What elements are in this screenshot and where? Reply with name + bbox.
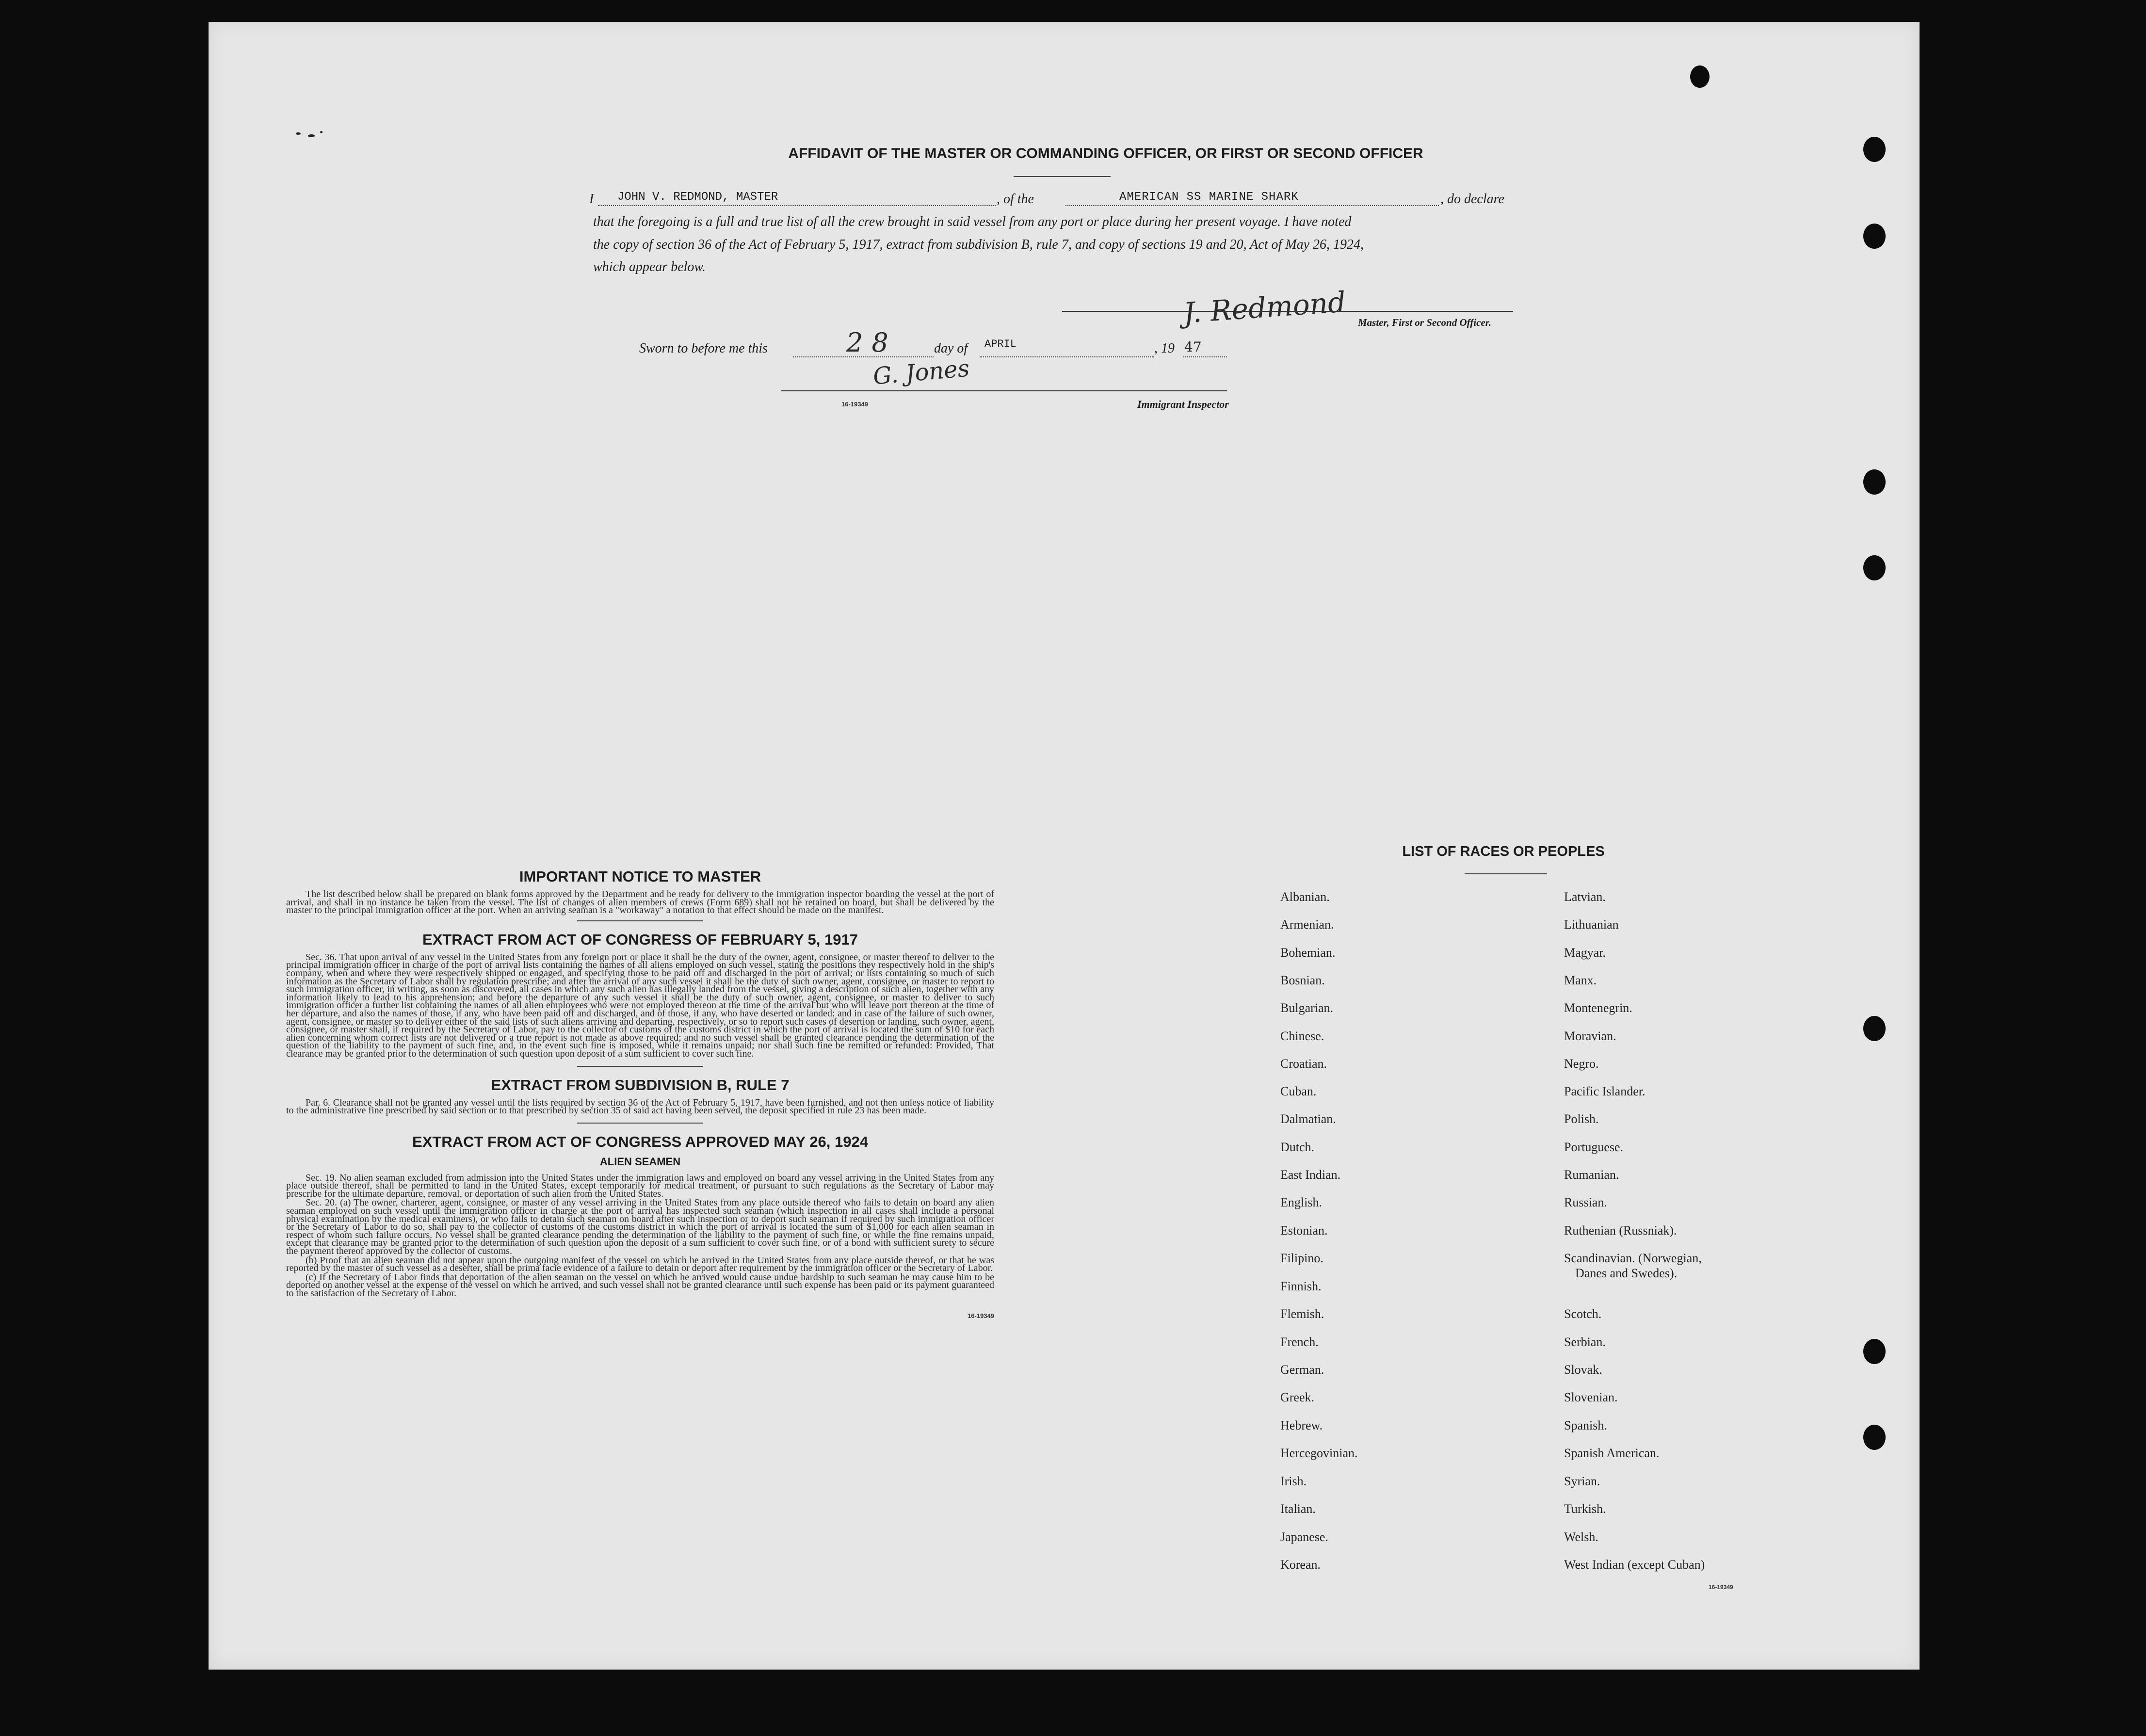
race-item: Manx. [1564,973,1597,987]
inspector-caption: Immigrant Inspector [1137,398,1229,410]
notices-column [286,868,994,1319]
master-name-line [598,205,996,206]
race-item: Russian. [1564,1195,1607,1209]
vessel-name-line [1065,205,1439,206]
race-item: Croatian. [1280,1057,1327,1071]
punch-hole [1863,1425,1886,1450]
master-signature: J. Redmond [1182,285,1347,330]
race-item: Slovenian. [1564,1390,1618,1404]
race-item: Flemish. [1280,1307,1324,1321]
punch-hole [1863,1339,1886,1364]
extract-1924-subtitle: ALIEN SEAMEN [599,1155,681,1168]
of-the-label: , of the [997,192,1034,207]
extract-1924-sec20b: (b) Proof that an alien seaman did not appear upon the outgoing manifest of the vessel on which he arrived in the United States from any place outside thereof, or that he was reported by the master of such vessel as a deserter, shall be prima facie evidence of a failure to detain or deport after requirement by the immigration officer or the Secretary of Labor. [286,1254,994,1274]
section-rule [577,1066,703,1067]
race-item: Slovak. [1564,1363,1602,1377]
race-item: Bohemian. [1280,946,1336,960]
race-item: Serbian. [1564,1335,1606,1349]
races-title: LIST OF RACES OR PEOPLES [1402,844,1605,859]
race-item: French. [1280,1335,1319,1349]
extract-1917-title: EXTRACT FROM ACT OF CONGRESS OF FEBRUARY 5, 1917 [422,931,858,948]
extract-1924-sec20a: Sec. 20. (a) The owner, charterer, agent, consignee, or master of any vessel arriving in the United States from any place outside thereof who fails to detain on board any alien seaman employed on such vessel until the immigration officer in charge at the port of arrival has inspected such seaman (which inspection in all cases shall include a personal physical examination by the medical examiners), or who fails to detain such seaman on board after such inspection or to deport such seaman if required by such immigration officer or the Secretary of Labor to do so, shall pay to the collector of customs of the customs district in which the port of arrival is located the sum of $1,000 for each alien seaman in respect of whom such failure occurs. No vessel shall be granted clearance pending the determination of the liability to the payment of such fine, or while the fine remains unpaid, except that clearance may be granted prior to the determination of such question upon the deposit of a sum sufficient to cover such fine, or of a bond with sufficient surety to secure the payment thereof approved by the collector of customs. [286,1197,994,1257]
race-item: Rumanian. [1564,1168,1619,1182]
year-prefix-label: , 19 [1154,341,1175,356]
race-item: Japanese. [1280,1530,1328,1544]
race-item: Lithuanian [1564,917,1619,932]
signature-line [1062,311,1513,312]
punch-hole [1863,137,1886,162]
race-item: Moravian. [1564,1029,1616,1043]
punch-hole [1863,469,1886,495]
race-item: Dalmatian. [1280,1112,1336,1126]
race-item: Spanish. [1564,1418,1607,1432]
race-item: Polish. [1564,1112,1599,1126]
ink-speck [320,131,323,133]
punch-hole [1863,224,1886,249]
race-item: Cuban. [1280,1084,1317,1098]
race-item: Hebrew. [1280,1418,1323,1432]
punch-hole [1690,65,1710,88]
race-item: West Indian (except Cuban) [1564,1558,1705,1572]
race-item: Finnish. [1280,1279,1322,1293]
races-title-rule [1465,873,1547,874]
race-item: Scotch. [1564,1307,1602,1321]
race-item: Welsh. [1564,1530,1598,1544]
section-rule [577,920,703,921]
inspector-signature: G. Jones [871,354,971,390]
extract-rule7-title: EXTRACT FROM SUBDIVISION B, RULE 7 [491,1076,790,1093]
races-form-number: 16-19349 [1709,1584,1733,1591]
ink-speck [308,134,315,137]
extract-1917-paragraph: Sec. 36. That upon arrival of any vessel in the United States from any foreign port or place it shall be the duty of the owner, agent, consignee, or master thereof to deliver to the principal immigration officer in charge of the port of arrival lists containing the names of all aliens employed on such vessel, stating the positions they respectively hold in the ship's company, when and where they were respectively shipped or engaged, and specifying those to be paid off and discharged in the port of arrival; or lists containing so much of such information as the Secretary of Labor shall by regulation prescribe; and after the arrival of any such vessel it shall be the duty of such owner, agent, consignee, or master to report to such immigration officer, in writing, as soon as discovered, all cases in which any such alien has illegally landed from the vessel, giving a description of such alien, together with any information likely to lead to his apprehension; and before the departure of any such vessel it shall be the duty of such owner, agent, consignee, or master to deliver to such immigration officer a further list containing the names of all alien employees who were not employed thereon at the time of the arrival but who will leave port thereon at the time of her departure, and also the names of those, if any, who have been paid off and discharged, and of those, if any, who have deserted or landed; and in case of the failure of such owner, agent, consignee, or master so to deliver either of the said lists of such aliens arriving and departing, respectively, or so to report such cases of desertion or landing, such owner, agent, consignee, or master shall, if required by the Secretary of Labor, pay to the collector of customs of the customs district in which the port of arrival is located the sum of $10 for each alien concerning whom correct lists are not delivered or a true report is not made as above required; and no such vessel shall be granted clearance pending the determination of the question of the liability to the payment of such fine, and, in the event such fine is imposed, while it remains unpaid; nor shall such fine be remitted or refunded: Provided, That clearance may be granted prior to the determination of such question upon deposit of a sum sufficient to cover such fine. [286,951,994,1059]
document-page [209,22,1920,1670]
race-item: Syrian. [1564,1474,1600,1488]
race-item: Irish. [1280,1474,1307,1488]
affidavit-title: AFFIDAVIT OF THE MASTER OR COMMANDING OFFICER, OR FIRST OR SECOND OFFICER [788,145,1423,161]
day-of-label: day of [934,341,968,356]
signature-caption: Master, First or Second Officer. [1358,317,1491,328]
race-item: Armenian. [1280,917,1334,932]
race-item: English. [1280,1195,1322,1209]
race-item: Scandinavian. (Norwegian, [1564,1251,1702,1265]
affidavit-text-line1: that the foregoing is a full and true list of all the crew brought in said vessel from any port or place during her present voyage. I have noted [593,214,1352,229]
vessel-name-field[interactable]: AMERICAN SS MARINE SHARK [1119,191,1299,204]
punch-hole [1863,1016,1886,1041]
race-item: Magyar. [1564,946,1606,960]
race-item: German. [1280,1363,1324,1377]
sworn-month-line [980,356,1154,357]
extract-form-number: 16-19349 [968,1312,994,1319]
race-item: Greek. [1280,1390,1315,1404]
race-item: Negro. [1564,1057,1599,1071]
race-item: East Indian. [1280,1168,1341,1182]
punch-hole [1863,555,1886,580]
race-item: Spanish American. [1564,1446,1660,1460]
race-item: Korean. [1280,1558,1321,1572]
affidavit-text-line2: the copy of section 36 of the Act of February 5, 1917, extract from subdivision B, rule 7, and copy of sections 19 and 20, Act of May 26, 1924, [593,237,1364,252]
year-field[interactable]: 47 [1184,339,1202,355]
race-item: Albanian. [1280,890,1330,904]
race-item: Estonian. [1280,1223,1328,1238]
master-name-field[interactable]: JOHN V. REDMOND, MASTER [617,191,778,204]
affidavit-text-line3: which appear below. [593,259,706,274]
race-item: Ruthenian (Russniak). [1564,1223,1677,1238]
year-line [1183,356,1227,357]
extract-1924-sec19: Sec. 19. No alien seaman excluded from admission into the United States under the immigration laws and employed on board any vessel arriving in the United States from any place outside thereof, shall be permitted to land in the United States, except temporarily for medical treatment, or pursuant to such regulations as the Secretary of Labor may prescribe for the ultimate departure, removal, or deportation of such alien from the United States. [286,1172,994,1199]
race-item: Filipino. [1280,1251,1323,1265]
sworn-month-field[interactable]: APRIL [984,338,1017,350]
extract-rule7-paragraph: Par. 6. Clearance shall not be granted any vessel until the lists required by section 36 of the Act of February 5, 1917, have been furnished, and not then unless notice of liability to the administrative fine prescribed by said section or to that prescribed by section 35 of said act having been served, the deposit specified in rule 23 has been made. [286,1097,994,1116]
race-item: Italian. [1280,1502,1316,1516]
race-item: Portuguese. [1564,1140,1624,1154]
race-item: Montenegrin. [1564,1001,1632,1015]
sworn-label: Sworn to before me this [639,341,768,356]
do-declare-label: , do declare [1440,192,1504,207]
race-item: Latvian. [1564,890,1606,904]
affidavit-form-number: 16-19349 [841,401,868,408]
notice-paragraph: The list described below shall be prepared on blank forms approved by the Department and be ready for delivery to the immigration inspector boarding the vessel at the port of arrival, and shall in no instance be taken from the vessel. The list of changes of alien members of crews (Form 689) shall not be retained on board, but shall be delivered by the master to the principal immigration officer at the port. When an arriving seaman is a "workaway" a notation to that effect should be made on the manifest. [286,889,994,916]
extract-1924-sec20c: (c) If the Secretary of Labor finds that deportation of the alien seaman on the vessel on which he arrived would cause undue hardship to such seaman he may cause him to be deported on another vessel at the expense of the vessel on which he arrived, and such vessel shall not be granted clearance until such expense has been paid or its payment guaranteed to the satisfaction of the Secretary of Labor. [286,1271,994,1299]
race-item: Turkish. [1564,1502,1606,1516]
section-rule [577,1123,703,1124]
extract-1924-title: EXTRACT FROM ACT OF CONGRESS APPROVED MAY 26, 1924 [412,1133,868,1150]
race-item: Hercegovinian. [1280,1446,1358,1460]
race-item: Danes and Swedes). [1575,1266,1678,1280]
race-item: Pacific Islander. [1564,1084,1646,1098]
ink-speck [296,132,301,135]
title-rule [1014,176,1111,177]
race-item: Dutch. [1280,1140,1315,1154]
race-item: Bulgarian. [1280,1001,1334,1015]
inspector-line [781,390,1227,391]
affidavit-i-label: I [589,192,594,207]
sworn-day-field[interactable]: 28 [846,327,897,358]
race-item: Bosnian. [1280,973,1325,987]
notice-title: IMPORTANT NOTICE TO MASTER [519,868,761,885]
race-item: Chinese. [1280,1029,1324,1043]
